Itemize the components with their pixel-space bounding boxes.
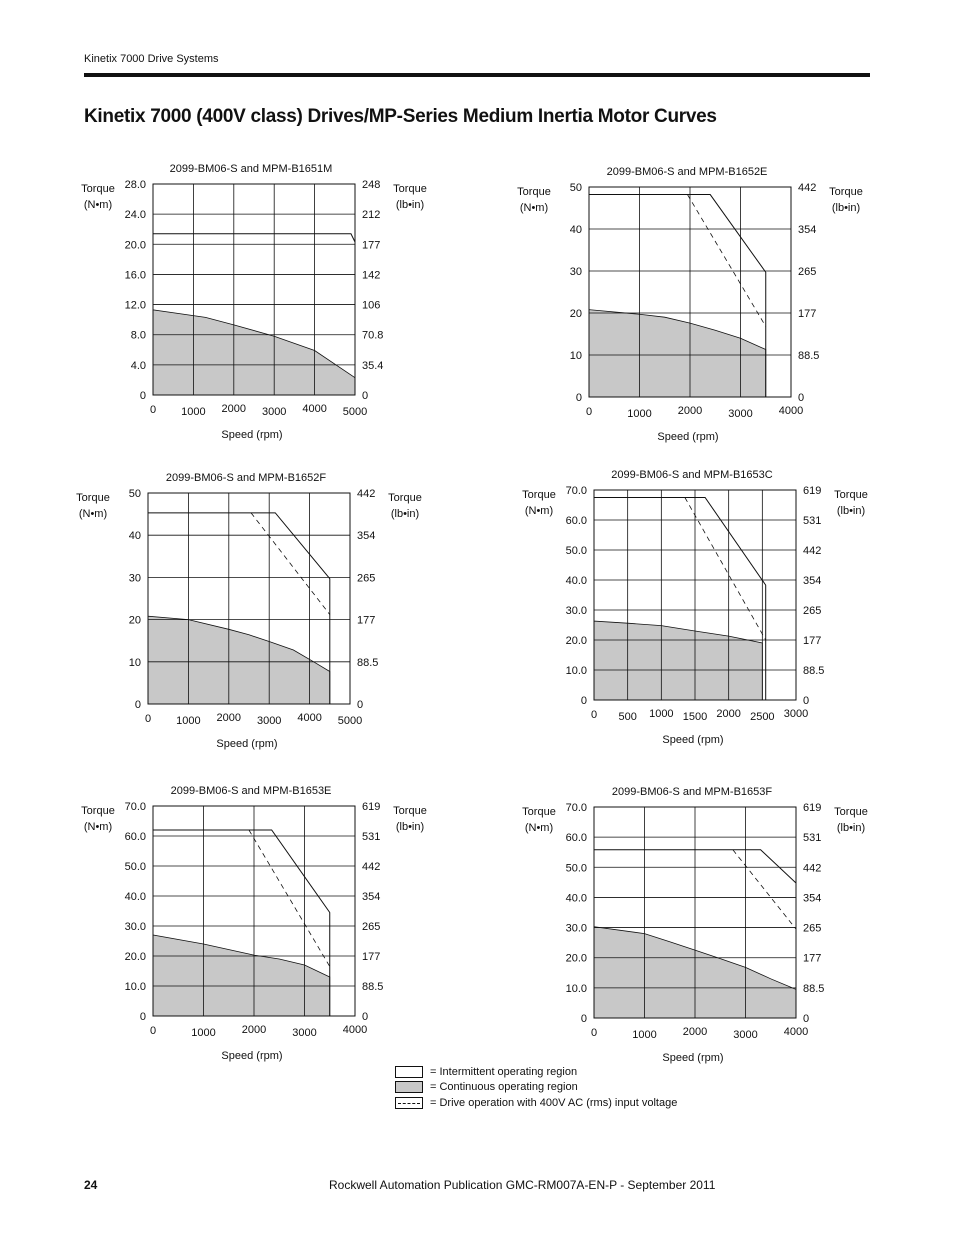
y2-axis-label: Torque: [393, 805, 427, 817]
dashed-400v-line: [685, 498, 766, 641]
x-axis-label: Speed (rpm): [662, 734, 724, 746]
x-tick-label: 1000: [191, 1027, 216, 1039]
y2-axis-label: Torque: [834, 806, 868, 818]
dashed-400v-line: [249, 830, 330, 967]
y-axis-label: Torque: [522, 489, 556, 501]
x-tick-label: 2000: [241, 1024, 267, 1036]
y2-tick-label: 177: [357, 614, 376, 627]
y2-axis-unit: (lb•in): [395, 199, 425, 211]
footer-page-number: 24: [84, 1178, 98, 1192]
y-axis-label: Torque: [522, 806, 556, 818]
y-tick-label: 60.0: [565, 515, 587, 527]
y2-tick-label: 442: [803, 862, 822, 875]
y2-axis-label: Torque: [829, 186, 863, 198]
legend-label-dashed: = Drive operation with 400V AC (rms) input voltage: [430, 1096, 678, 1109]
y2-tick-label: 177: [362, 239, 381, 252]
x-tick-label: 2000: [677, 405, 703, 417]
y-axis-unit: (N•m): [78, 508, 108, 520]
y-tick-label: 0: [139, 1011, 146, 1023]
x-tick-label: 500: [618, 711, 637, 723]
y-tick-label: 30.0: [124, 921, 146, 933]
dashed-400v-line: [733, 850, 796, 929]
y2-tick-label: 531: [362, 831, 381, 843]
legend-swatch-dashed: [395, 1097, 423, 1109]
y2-tick-label: 354: [803, 575, 822, 587]
y2-tick-label: 0: [803, 695, 810, 707]
y2-tick-label: 265: [803, 922, 822, 935]
x-tick-label: 0: [149, 404, 157, 416]
y-axis-unit: (N•m): [524, 505, 554, 517]
x-tick-label: 0: [149, 1025, 157, 1037]
y2-tick-label: 0: [362, 390, 369, 402]
y-tick-label: 50: [569, 182, 582, 194]
y-tick-label: 30.0: [565, 922, 587, 935]
legend-item-dashed: [395, 1095, 677, 1111]
y2-tick-label: 177: [803, 635, 822, 647]
y-tick-label: 0: [134, 699, 141, 711]
y-tick-label: 20.0: [124, 951, 146, 963]
y2-axis-unit: (lb•in): [390, 508, 420, 520]
y2-tick-label: 177: [803, 952, 822, 965]
x-tick-label: 0: [585, 406, 593, 418]
x-tick-label: 3000: [733, 1029, 758, 1041]
legend-swatch-intermittent: [395, 1066, 423, 1078]
legend-label-intermittent: = Intermittent operating region: [430, 1065, 578, 1078]
x-tick-label: 0: [144, 713, 152, 725]
chart-title: 2099-BM06-S and MPM-B1652F: [165, 472, 327, 484]
y-tick-label: 0: [580, 695, 587, 707]
y-tick-label: 28.0: [124, 179, 146, 191]
y-tick-label: 10.0: [124, 981, 146, 993]
y2-tick-label: 265: [362, 921, 381, 933]
chart-title: 2099-BM06-S and MPM-B1653E: [170, 785, 332, 797]
x-axis-label: Speed (rpm): [221, 429, 283, 441]
y-tick-label: 0: [580, 1013, 587, 1025]
continuous-region: [589, 310, 766, 397]
chart-6: [522, 786, 868, 1064]
legend-label-continuous: = Continuous operating region: [430, 1081, 578, 1094]
y2-tick-label: 88.5: [803, 982, 825, 995]
y2-tick-label: 442: [798, 182, 817, 194]
y2-axis-label: Torque: [834, 489, 868, 501]
x-axis-label: Speed (rpm): [657, 431, 719, 443]
y-tick-label: 0: [139, 390, 146, 402]
y2-tick-label: 354: [362, 891, 381, 903]
y2-tick-label: 354: [357, 530, 376, 543]
legend: [395, 1064, 677, 1111]
x-tick-label: 2000: [716, 708, 741, 720]
y-tick-label: 20.0: [124, 239, 146, 252]
x-tick-label: 4000: [783, 1026, 809, 1038]
y-tick-label: 16.0: [124, 269, 146, 282]
chart-title: 2099-BM06-S and MPM-B1651M: [169, 163, 333, 175]
y2-tick-label: 177: [798, 308, 817, 320]
y-tick-label: 30: [128, 572, 141, 585]
x-tick-label: 2000: [221, 403, 247, 415]
page-title: Kinetix 7000 (400V class) Drives/MP-Series Medium Inertia Motor Curves: [84, 106, 717, 127]
y2-tick-label: 619: [803, 485, 822, 497]
y2-axis-label: Torque: [388, 492, 422, 504]
legend-swatch-continuous: [395, 1081, 423, 1093]
x-tick-label: 4000: [302, 403, 327, 415]
y2-axis-unit: (lb•in): [395, 821, 425, 833]
y2-tick-label: 0: [803, 1013, 810, 1025]
y2-tick-label: 619: [803, 802, 822, 814]
y-tick-label: 40.0: [565, 892, 587, 905]
y-axis-label: Torque: [517, 186, 551, 198]
x-tick-label: 0: [590, 1027, 598, 1039]
y-tick-label: 40.0: [565, 575, 587, 587]
y-tick-label: 50.0: [565, 862, 587, 875]
y2-tick-label: 106: [362, 299, 381, 312]
y-tick-label: 8.0: [130, 329, 146, 342]
y2-tick-label: 442: [803, 545, 822, 557]
x-tick-label: 5000: [342, 406, 368, 418]
continuous-region: [148, 616, 330, 704]
y-tick-label: 40: [128, 530, 141, 543]
y2-tick-label: 212: [362, 209, 381, 222]
continuous-region: [153, 310, 355, 395]
x-tick-label: 1000: [649, 708, 674, 720]
y-tick-label: 40: [569, 224, 582, 236]
y-tick-label: 24.0: [124, 209, 146, 222]
y2-tick-label: 88.5: [362, 981, 384, 993]
y2-axis-unit: (lb•in): [836, 822, 866, 834]
y2-axis-label: Torque: [393, 183, 427, 195]
y2-tick-label: 88.5: [798, 350, 820, 362]
y-tick-label: 20: [569, 308, 582, 320]
x-tick-label: 3000: [783, 708, 809, 720]
y2-tick-label: 531: [803, 832, 822, 845]
intermittent-boundary: [153, 234, 355, 242]
chart-title: 2099-BM06-S and MPM-B1652E: [606, 166, 768, 178]
x-axis-label: Speed (rpm): [662, 1052, 724, 1064]
y-tick-label: 60.0: [565, 832, 587, 845]
chart-2: [517, 166, 863, 443]
x-tick-label: 2000: [682, 1026, 708, 1038]
continuous-region: [153, 935, 330, 1016]
y-tick-label: 50: [128, 488, 141, 500]
x-tick-label: 3000: [256, 715, 282, 727]
x-tick-label: 1000: [632, 1029, 657, 1041]
y-axis-unit: (N•m): [83, 821, 113, 833]
y-tick-label: 10: [128, 656, 141, 669]
x-tick-label: 1000: [176, 715, 201, 727]
y-tick-label: 50.0: [565, 545, 587, 557]
x-axis-label: Speed (rpm): [216, 738, 278, 750]
x-tick-label: 3000: [292, 1027, 317, 1039]
y2-axis-unit: (lb•in): [836, 505, 866, 517]
y-tick-label: 20: [128, 614, 141, 627]
x-tick-label: 4000: [297, 712, 322, 724]
y-axis-unit: (N•m): [524, 822, 554, 834]
x-tick-label: 3000: [261, 406, 287, 418]
x-tick-label: 1500: [682, 711, 708, 723]
y-axis-label: Torque: [81, 805, 115, 817]
y2-tick-label: 442: [357, 488, 376, 500]
y-axis-unit: (N•m): [519, 202, 549, 214]
y2-tick-label: 531: [803, 515, 822, 527]
y2-tick-label: 265: [357, 572, 376, 585]
y2-tick-label: 0: [798, 392, 805, 404]
y-tick-label: 20.0: [565, 635, 587, 647]
legend-item-continuous: [395, 1080, 677, 1096]
chart-3: [76, 472, 422, 750]
dashed-400v-line: [687, 195, 765, 327]
x-axis-label: Speed (rpm): [221, 1050, 283, 1062]
page-header-text: Kinetix 7000 Drive Systems: [84, 53, 219, 65]
y-tick-label: 70.0: [565, 485, 587, 497]
y2-tick-label: 88.5: [803, 665, 825, 677]
legend-item-intermittent: [395, 1064, 677, 1080]
y2-tick-label: 70.8: [362, 329, 384, 342]
y-axis-unit: (N•m): [83, 199, 113, 211]
y2-tick-label: 442: [362, 861, 381, 873]
x-tick-label: 5000: [337, 715, 363, 727]
y2-tick-label: 619: [362, 801, 381, 813]
y-tick-label: 0: [575, 392, 582, 404]
x-tick-label: 2000: [216, 712, 242, 724]
y-tick-label: 20.0: [565, 952, 587, 965]
continuous-region: [594, 621, 762, 700]
y2-tick-label: 177: [362, 951, 381, 963]
y-tick-label: 12.0: [124, 299, 146, 312]
y2-tick-label: 0: [357, 699, 364, 711]
y-axis-label: Torque: [76, 492, 110, 504]
y-tick-label: 30: [569, 266, 582, 278]
y-tick-label: 10.0: [565, 982, 587, 995]
y2-tick-label: 354: [798, 224, 817, 236]
y2-tick-label: 248: [362, 179, 381, 191]
x-tick-label: 4000: [778, 405, 804, 417]
chart-title: 2099-BM06-S and MPM-B1653F: [611, 786, 773, 798]
y2-tick-label: 142: [362, 269, 381, 282]
y2-tick-label: 265: [803, 605, 822, 617]
x-tick-label: 0: [590, 709, 598, 721]
x-tick-label: 2500: [750, 711, 775, 723]
y-tick-label: 50.0: [124, 861, 146, 873]
y2-tick-label: 354: [803, 892, 822, 905]
chart-4: [522, 469, 868, 746]
y-tick-label: 4.0: [130, 359, 146, 372]
y-tick-label: 10.0: [565, 665, 587, 677]
footer-publication: Rockwell Automation Publication GMC-RM007A-EN-P - September 2011: [329, 1178, 716, 1192]
y-tick-label: 40.0: [124, 891, 146, 903]
x-tick-label: 1000: [627, 408, 652, 420]
y2-axis-unit: (lb•in): [831, 202, 861, 214]
x-tick-label: 1000: [181, 406, 206, 418]
y2-tick-label: 265: [798, 266, 817, 278]
y-tick-label: 60.0: [124, 831, 146, 843]
y2-tick-label: 35.4: [362, 359, 384, 372]
y-tick-label: 10: [569, 350, 582, 362]
y-tick-label: 70.0: [124, 801, 146, 813]
chart-1: [81, 163, 427, 441]
y2-tick-label: 0: [362, 1011, 369, 1023]
y-tick-label: 30.0: [565, 605, 587, 617]
x-tick-label: 4000: [342, 1024, 368, 1036]
chart-5: [81, 785, 427, 1062]
y-tick-label: 70.0: [565, 802, 587, 814]
chart-title: 2099-BM06-S and MPM-B1653C: [611, 469, 773, 481]
y2-tick-label: 88.5: [357, 656, 379, 669]
x-tick-label: 3000: [728, 408, 753, 420]
y-axis-label: Torque: [81, 183, 115, 195]
